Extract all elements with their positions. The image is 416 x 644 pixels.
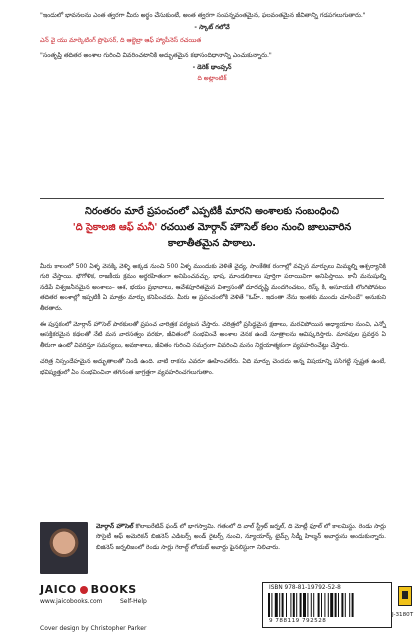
barcode-bars-icon: [267, 593, 385, 617]
publisher-logo-mark-icon: [80, 586, 88, 594]
blurb-quote-1: "ఇందులో భావనలను ఎంత త్వరగా మీరు అర్థం చేసుకుంటే, అంత త్వరగా సంపన్నవంతమైన, ఫలవంతమైన జీవితాన్ని గడపగలుగుతారు.": [40, 12, 366, 19]
body-paragraph-1: మీరు కాలంలో 500 ఏళ్ళ వెనక్కి వెళ్ళి అక్కడ నుంచి 500 ఏళ్ళ ముందుకు వెళితే వైద్య, సాంకేతిక రంగాల్లో వచ్చిన మార్పులు మిమ్మల్ని ఆశ్చర్యానికి గురి చేస్తాయి. భౌగోళిక, రాజకీయ క్రమం అర్థరహితంగా అనిపించవచ్చు. భాష, మాండలికాలు పూర్తిగా పరాయివిగా అనిపిస్తాయి. కానీ మనుషుల్ని నడిపే విశ్వజనీనమైన అంశాలు– ఆశ, భయం ప్రభావాలు, ఆవేశపూరితమైన విశ్వాసంతో దూరదృష్టి మందగించటం, రిస్క్ కి, అసూయకి లొంగిపోవటం తదితర అంశాల్లో ఇప్పటికీ ఏ మాత్రం మార్పు కనిపించదు. మీరు ఆ ప్రపంచంలోకి వెళితే "ఓహ్.. ఇదంతా నేను ఇంతకు ముందు చూసిందే" అనుకుని తీరతారు.: [40, 263, 386, 312]
headline-line-3: కాలాతీతమైన పాఠాలు.: [167, 238, 257, 249]
headline-line-2: [36, 220, 388, 236]
book-title-reference: 'ది సైకాలజి ఆఫ్ మనీ': [72, 222, 158, 233]
publisher-logo-left: JAICO: [40, 583, 77, 596]
body-paragraph-3: చరిత్ర నిస్సందేహమైన అద్భుతాలతో నిండి ఉంది. వాటి రాకను ఎవరూ ఊహించలేరు. ఏది మార్పు చెందదు అన్న విషయాన్ని పసిగట్టి స్పష్టత ఉంటే, భవిష్యత్తులో ఏం సంభవించినా తగినంత జాగ్రత్తగా వ్యవహరించగలుగుతాం.: [40, 358, 386, 376]
author-photo: [40, 522, 88, 574]
author-block: [40, 522, 386, 576]
blurb-attribution-2: - డెరెక్ థాంప్సన్: [192, 64, 232, 71]
publisher-url: www.jaicobooks.com: [40, 598, 103, 605]
book-category: Self-Help: [120, 598, 147, 605]
blurb-source-1: ఎన్ వై యు మార్కెటింగ్ ప్రొఫెసర్, ది ఆల్జెబ్రా ఆఫ్ హ్యాపీనెస్ రచయిత: [40, 37, 202, 44]
blurb-source-2: ది అట్లాంటిక్: [197, 75, 227, 82]
endorsements: [40, 10, 384, 90]
author-bio-text: కొలాబరేటివ్ ఫండ్ లో భాగస్వామి. గతంలో ది వాల్ స్ట్రీట్ జర్నల్, ది మోట్లీ ఫూల్ లో కాలమిస్టు. రెండు సార్లు సొసైటీ ఆఫ్ అమెరికన్ బిజినెస్ ఎడిటర్స్ అండ్ రైటర్స్ నుంచి, న్యూయార్క్ టైమ్స్ సిడ్నీ హిల్మన్ అవార్డును అందుకున్నారు. బిజినెస్ జర్నలిజంలో రెండు సార్లు గెరాల్డ్ లోయబ్ అవార్డు ఫైనలిస్టుగా నిలిచారు.: [96, 523, 387, 551]
product-code: J-3180T: [392, 612, 414, 618]
cover-credit: Cover design by Christopher Parker: [40, 625, 147, 632]
isbn-label: ISBN 978-81-19792-52-8: [269, 585, 341, 591]
blurb-body: [40, 262, 386, 384]
body-paragraph-2: ఈ పుస్తకంలో మోర్గాన్ హౌసెల్ పాఠకులతో ప్రపంచ చారిత్రక పర్యటన చేస్తారు. చరిత్రలో ప్రసిద్ధమైన క్షణాలు, మరచిపోయిన అధ్యాయాల నుంచి, ఎన్నో ఆసక్తికరమైన కథలతో నేటి మన వారసత్వం వరకూ, జీవితంలో సంభవించే అంశాల వెనక ఉండే సూత్రాలను ఆవిష్కరిస్తారు. మానవుల ప్రవర్తన ఏ తీరుగా ఉంటో వివరిస్తూ సమస్యలు, అవకాశాలు, జీవితం గురించి సమగ్రంగా వివరించి మనం నిర్ణయాత్మకంగా వ్యవహరించేట్టు చేస్తారు.: [40, 321, 386, 349]
blurb-quote-2: "సంతృప్తి తదితర అంశాల గురించి వివరించటానికి అద్భుతమైన కథాసందిధానాన్ని ఎంచుకున్నారు.": [40, 52, 272, 59]
headline: [36, 204, 388, 252]
blurb-attribution-1: - స్కాట్ గలోవే: [194, 24, 230, 31]
publisher-logo: [40, 583, 137, 596]
author-name: మోర్గాన్ హౌసెల్: [96, 523, 134, 530]
section-divider: [40, 198, 384, 199]
isbn-digits: 9 788119 792528: [269, 618, 327, 624]
author-bio: [40, 522, 386, 553]
publisher-emblem-icon: [398, 586, 412, 606]
isbn-barcode: [262, 582, 392, 628]
headline-line-2-rest: రచయిత మోర్గాన్ హౌసెల్ కలం నుంచి జాలువారిన: [157, 222, 352, 233]
headline-line-1: నిరంతరం మారే ప్రపంచంలో ఎప్పటికీ మారని అంశాలకు సంబంధించి: [84, 206, 340, 217]
publisher-logo-right: BOOKS: [90, 583, 137, 596]
